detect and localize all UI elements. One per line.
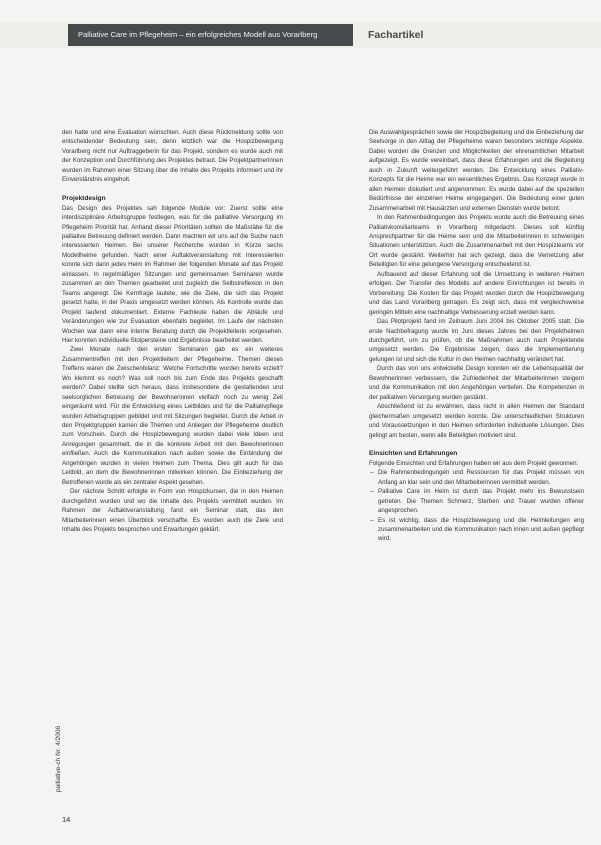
findings-intro: Folgende Einsichten und Erfahrungen haben wir aus dem Projekt gewonnen: xyxy=(369,459,579,467)
body-paragraph: Abschließend ist zu erwähnen, dass nicht in allen Heimen der Standard gleichermaßen umgesetzt werden konnte. Die unterschiedlichen Strukturen und Voraussetzungen in den Heimen erforderten individuelle Lösungen. Dies gelingt am besten, wenn alle Beteiligten motiviert sind. xyxy=(369,403,584,439)
body-paragraph: Die Auswahlgesprächen sowie der Hospizbegleitung und die Einbeziehung der Seelsorge in den Alltag der Pflegeheime waren besonders wichtige Aspekte. Dabei wurden die Grenzen und Möglichkeiten der ehrenamtlichen Mitarbeit aufgezeigt. Es wurde vereinbart, dass diese Erfahrungen und die Begleitung auch in Zukunft weitergeführt werden. Die Entwicklung eines Palliativ-Konzepts für die Heime war ein wesentliches Ergebnis. Das Konzept wurde in allen Heimen diskutiert und angenommen. Es wurde dabei auf die speziellen Bedürfnisse der einzelnen Heime eingegangen. Die Bedeutung einer guten Zusammenarbeit mit Hausärzten und externen Diensten wurde betont. xyxy=(369,129,584,212)
list-item: – Es ist wichtig, dass die Hospizbewegung und die Heimleitungen eng zusammenarbeiten und die Kommunikation nach innen und außen gepflegt wird. xyxy=(378,516,584,544)
body-paragraph: Aufbauend auf dieser Erfahrung soll die Umsetzung in weiteren Heimen erfolgen. Der Transfer des Modells auf andere Einrichtungen ist bereits in Vorbereitung. Die Kosten für das Projekt wurden durch die Hospizbewegung und das Land Vorarlberg getragen. Es zeigt sich, dass mit vergleichsweise geringen Mitteln eine nachhaltige Verbesserung erzielt werden kann. xyxy=(369,270,584,316)
page-number: 14 xyxy=(62,815,71,824)
design-paragraph: Der nächste Schritt erfolgte in Form von Hospizkursen, die in den Heimen durchgeführt wurden und wo die Inhalte des Projekts vermittelt wurden. Im Rahmen der Auftaktveranstaltung fand ein Seminar statt, das den Mitarbeiterinnen einen Überblick verschaffte. Es wurden auch die Ziele und Inhalte des Projekts besprochen und Erwartungen geklärt. xyxy=(62,488,283,534)
intro-paragraph: den hatte und eine Evaluation wünschten. Auch diese Rückmeldung sollte von entscheidender Bedeutung sein, denn letztlich war die Hospizbewegung Vorarlberg nicht nur Auftraggeberin für das Projekt, sondern es wurde auch mit der Konzeption und Durchführung des Projektes betraut. Die Projektpartnerinnen wurden im Rahmen einer Sitzung über die Inhalte des Projekts informiert und ihr Einverständnis eingeholt. xyxy=(62,129,283,184)
design-paragraph: Zwei Monate nach den ersten Seminaren gab es ein weiteres Zusammentreffen mit den Projektleitern der Pflegeheime. Themen dieses Treffens waren die Zwischenbilanz: Welche Fortschritte wurden bereits erzielt? Wo klemmt es noch? Was soll noch bis zum Ende des Projekts geschafft werden? Dabei stellte sich heraus, dass insbesondere die gestaltenden und seelsorglichen Betreuung der Bewohnerinnen vielfach noch zu wenig Zeit eingeräumt wird. Für die Entwicklung eines Leitbildes und für die Palliativpflege wurden Arbeitsgruppen gebildet und mit Sitzungen begleitet. Durch die Arbeit in den Projektgruppen kamen die Themen und Anliegen der Pflegeheime deutlich zum Vorschein. Durch die Hospizbewegung wurden dabei viele Ideen und Anregungen gesammelt, die in die konkrete Arbeit mit den Bewohnerinnen einfließen. Auch die Kommunikation nach außen sowie die Einbindung der Angehörigen wurden in vielen Heimen zum Thema. Dies gilt auch für das Leitbild, an dem die Bewohnerinnen mitwirken können. Die Einbeziehung der Betroffenen wurde als ein zentraler Aspekt gesehen. xyxy=(62,346,283,486)
list-item: – Die Rahmenbedingungen und Ressourcen für das Projekt müssen von Anfang an klar sein und den Mitarbeiterinnen vermittelt werden. xyxy=(378,468,584,487)
body-paragraph: Das Pilotprojekt fand im Zeitraum Juni 2004 bis Oktober 2005 statt. Die erste Nachbefragung wurde im Juni dieses Jahres bei den Projektheimen durchgeführt, um zu prüfen, ob die Maßnahmen auch nach Projektende umgesetzt werden. Die Ergebnisse zeigen, dass die Implementierung gelungen ist und sich die Kultur in den Heimen nachhaltig verändert hat. xyxy=(369,318,584,363)
section-heading-einsichten: Einsichten und Erfahrungen xyxy=(369,450,458,458)
section-label: Fachartikel xyxy=(368,29,424,41)
body-paragraph: Durch das von uns entwickelte Design konnten wir die Lebensqualität der Bewohnerinnen verbessern, die Zufriedenheit der Mitarbeiterinnen steigern und die Kommunikation mit den Angehörigen vertiefen. Die Kompetenzen in der palliativen Versorgung wurden gestärkt. xyxy=(369,365,584,401)
running-title: Palliative Care im Pflegeheim – ein erfolgreiches Modell aus Vorarlberg xyxy=(68,24,353,46)
design-paragraph: Das Design des Projektes sah folgende Module vor: Zuerst sollte eine interdisziplinäre Arbeitsgruppe festlegen, was für die palliative Versorgung im Pflegeheim Priorität hat. Anhand dieser Prioritäten sollten die Maßstäbe für die palliative Betreuung definiert werden. Dann machten wir uns auf die Suche nach interessierten Heimen. Bei unserer Recherche wurden in Kürze sechs Modellheime gefunden. Nach einer Auftaktveranstaltung mit Interessierten konnte sich dann jedes Heim im Rahmen der folgenden Monate auf das Projekt einlassen. In regelmäßigen Sitzungen und gemeinsamen Seminaren wurde zusammen an den Themen gearbeitet und zugleich die Selbstreflexion in den Teams angeregt. Die Kernfrage lautete, wie die Ziele, die sich das Projekt gesetzt hatte, in der Praxis umgesetzt werden können. Als Kontrolle wurde das Projekt laufend dokumentiert. Externe Fachleute haben die Abläufe und Veränderungen wie zur Evaluation ebenfalls begleitet. Im Laufe der nächsten Wochen war dann eine interne Beratung durch die Projektleiterin vorgesehen. Hier konnten individuelle Stolpersteine und Ergebnisse bearbeitet werden. xyxy=(62,204,283,344)
findings-list xyxy=(369,468,584,544)
right-column xyxy=(369,128,584,833)
left-column xyxy=(62,128,283,833)
section-heading-projektdesign: Projektdesign xyxy=(62,195,106,203)
journal-reference: palliative-ch Nr. 4/2006 xyxy=(55,725,62,792)
body-paragraph: In den Rahmenbedingungen des Projekts wurde auch die Betreuung eines Palliativkonsiliarteams in Vorarlberg mitgedacht. Dieses soll künftig Ansprechpartner für die Heime sein und die Mitarbeiterinnen in schwierigen Situationen unterstützen. Auch die Zusammenarbeit mit den Hospizteams vor Ort wurde gestärkt. Weiterhin hat sich gezeigt, dass die Vernetzung aller Beteiligten für eine gelungene Versorgung entscheidend ist. xyxy=(369,214,584,269)
list-item: – Palliative Care im Heim ist durch das Projekt mehr ins Bewusstsein getreten. Die Themen Schmerz, Sterben und Trauer wurden offener angesprochen. xyxy=(378,487,584,515)
